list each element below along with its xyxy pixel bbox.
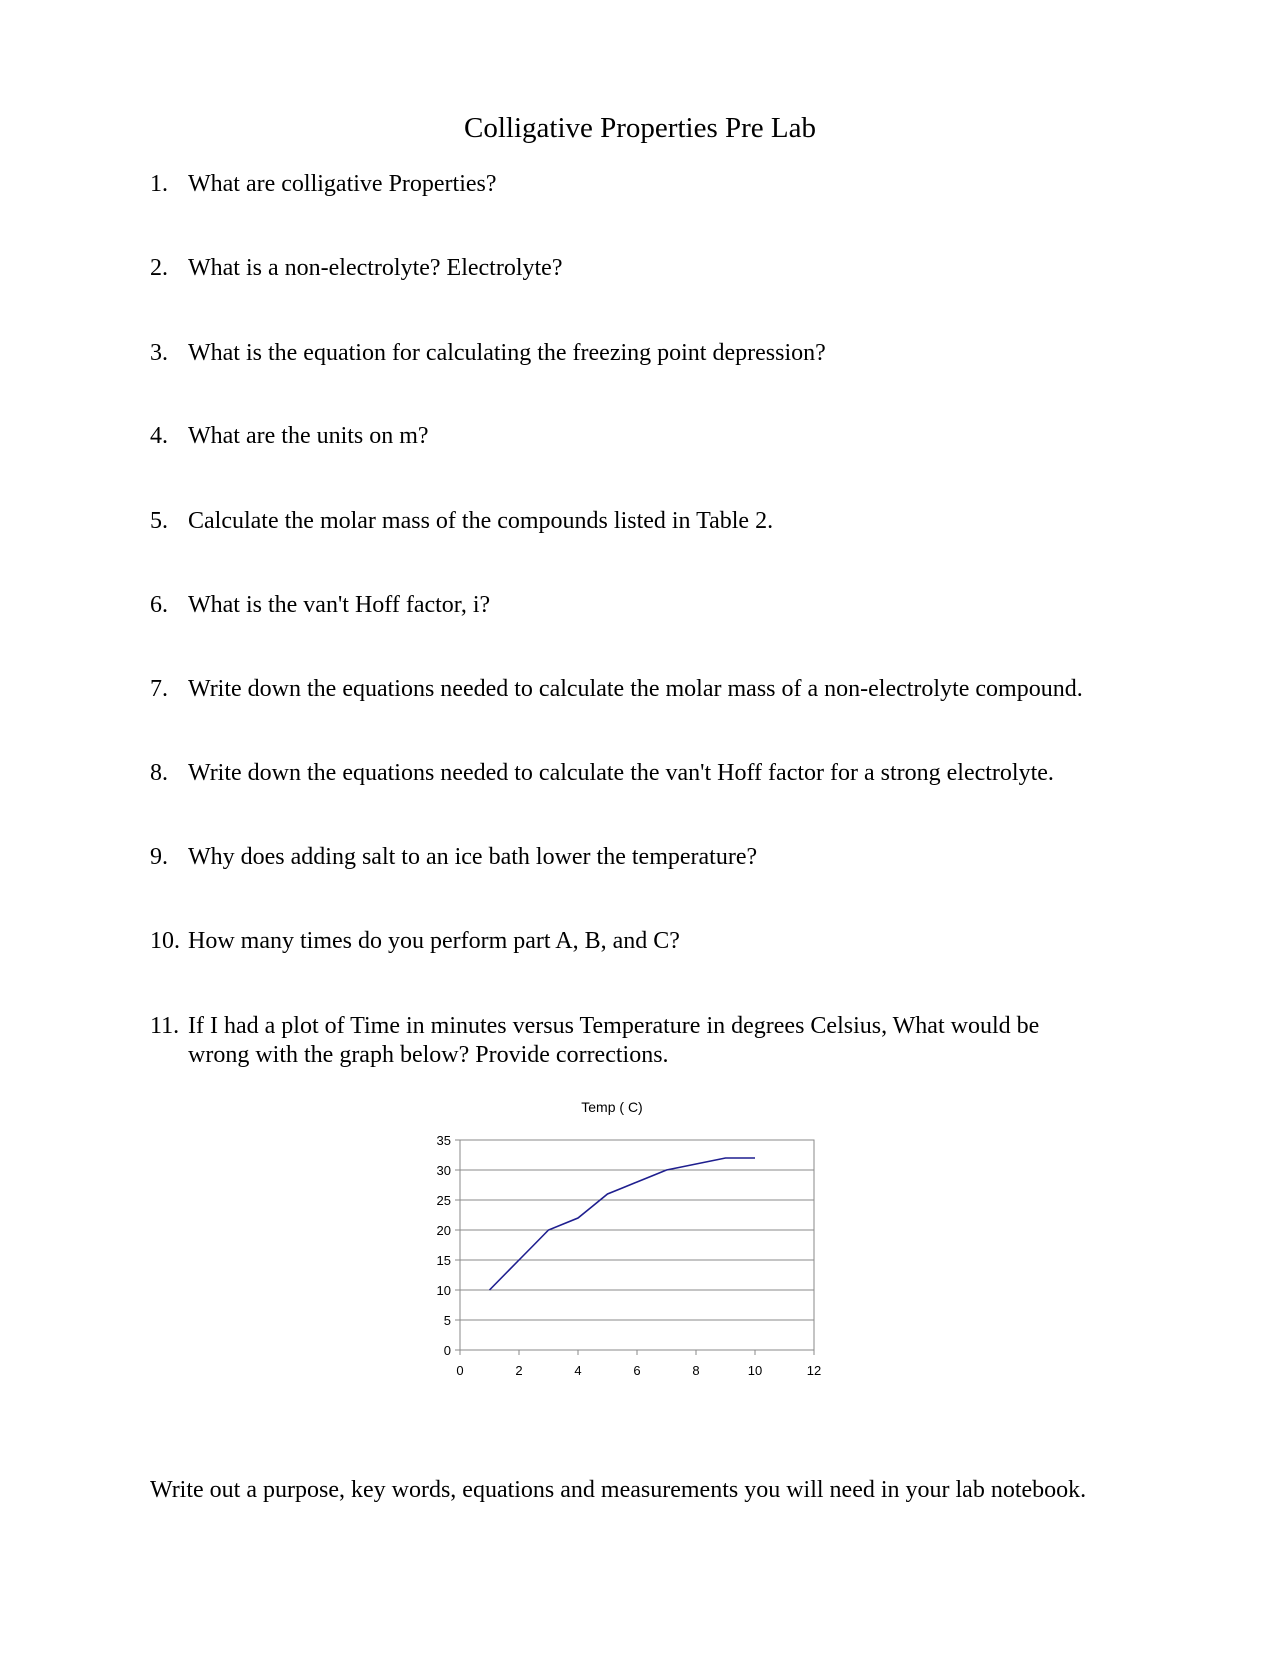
question-5 — [150, 507, 1130, 536]
question-number: 2. — [150, 255, 168, 281]
y-tick-label: 35 — [436, 1133, 451, 1148]
question-number: 6. — [150, 592, 168, 618]
y-tick-label: 20 — [436, 1223, 451, 1238]
question-text: Write down the equations needed to calculate the molar mass of a non-electrolyte compound. — [188, 676, 1083, 702]
y-tick-label: 0 — [443, 1343, 451, 1358]
question-number: 1. — [150, 171, 168, 197]
y-tick-label: 15 — [436, 1253, 451, 1268]
plot-area-frame — [460, 1140, 814, 1350]
question-number: 11. — [150, 1013, 180, 1039]
question-text: What is the van't Hoff factor, i? — [188, 592, 491, 618]
question-text: If I had a plot of Time in minutes versus Temperature in degrees Celsius, What would be wrong with the graph below? Provide corrections. — [188, 1013, 1040, 1068]
question-text: What is a non-electrolyte? Electrolyte? — [188, 255, 563, 281]
question-number: 9. — [150, 844, 168, 870]
question-8 — [150, 759, 1130, 788]
question-number: 4. — [150, 423, 168, 449]
question-6 — [150, 591, 1130, 620]
y-tick-label: 30 — [436, 1163, 451, 1178]
question-4 — [150, 422, 1130, 451]
x-tick-label: 0 — [456, 1363, 464, 1378]
chart-series — [490, 1158, 756, 1290]
question-text: What are the units on m? — [188, 423, 429, 449]
question-7 — [150, 675, 1130, 704]
question-text: What are colligative Properties? — [188, 171, 497, 197]
y-tick-label: 25 — [436, 1193, 451, 1208]
question-number: 7. — [150, 676, 168, 702]
question-number: 3. — [150, 340, 168, 366]
question-2 — [150, 254, 1130, 283]
question-text: Why does adding salt to an ice bath lower the temperature? — [188, 844, 758, 870]
x-tick-label: 4 — [574, 1363, 582, 1378]
x-tick-label: 10 — [747, 1363, 763, 1378]
page-title: Colligative Properties Pre Lab — [464, 112, 816, 144]
y-tick-label: 10 — [436, 1283, 451, 1298]
closing-instruction: Write out a purpose, key words, equations and measurements you will need in your lab notebook. — [150, 1477, 1087, 1503]
x-tick-label: 8 — [692, 1363, 700, 1378]
question-9 — [150, 843, 1130, 872]
question-text: Write down the equations needed to calculate the van't Hoff factor for a strong electrolyte. — [188, 760, 1054, 786]
x-tick-label: 2 — [515, 1363, 523, 1378]
question-text: Calculate the molar mass of the compounds listed in Table 2. — [188, 508, 774, 534]
chart-title: Temp ( C) — [581, 1099, 643, 1115]
question-number: 10. — [150, 928, 180, 954]
chart-svg — [400, 1090, 880, 1450]
temperature-chart — [400, 1099, 880, 1450]
question-3 — [150, 339, 1130, 368]
question-10 — [150, 927, 1130, 956]
x-tick-label: 12 — [806, 1363, 822, 1378]
question-11 — [150, 1012, 1090, 1070]
question-text: What is the equation for calculating the freezing point depression? — [188, 340, 826, 366]
x-tick-label: 6 — [633, 1363, 641, 1378]
question-text: How many times do you perform part A, B, and C? — [188, 928, 680, 954]
chart-gridlines — [460, 1140, 814, 1350]
question-number: 5. — [150, 508, 168, 534]
y-tick-label: 5 — [443, 1313, 451, 1328]
question-number: 8. — [150, 760, 168, 786]
series-line-temp — [490, 1158, 756, 1290]
question-1 — [150, 170, 1130, 199]
